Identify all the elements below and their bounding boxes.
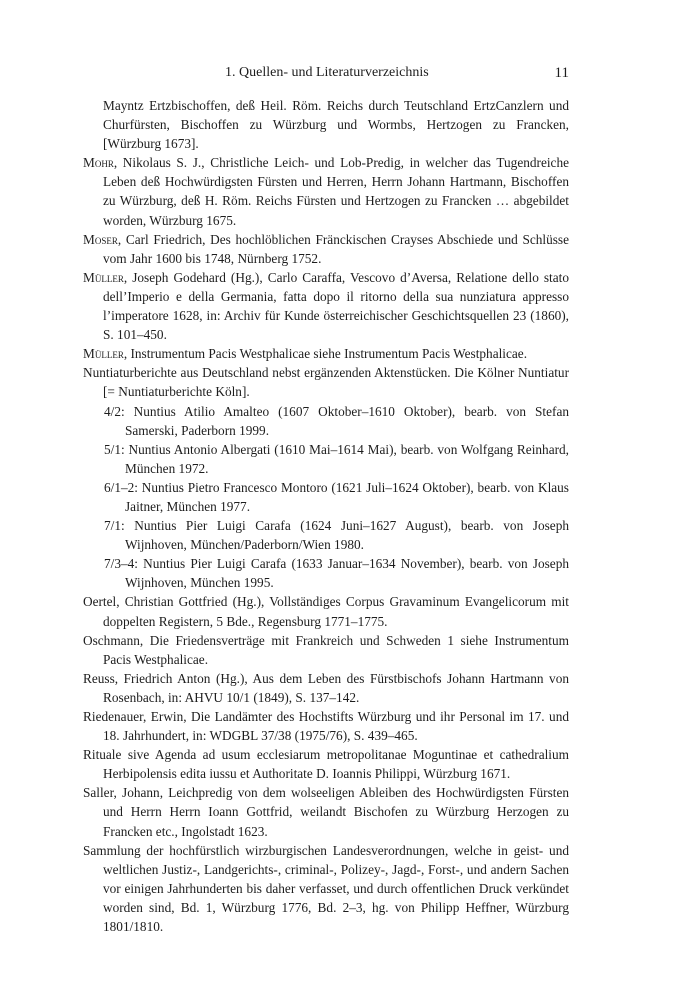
bibliography-entry: Müller, Joseph Godehard (Hg.), Carlo Caraffa, Vescovo d’Aversa, Relatione dello stato dell’Imperio e della Germania, fatta dopo il ritorno della sua nunziatura appresso l’imperatore 1628, in: Archiv für Kunde österreichischer Geschichtsquellen 23 (1860), S. 101–450. — [83, 269, 569, 343]
bibliography-entry: Moser, Carl Friedrich, Des hochlöblichen Fränckischen Crayses Abschiede und Schlüsse vom Jahr 1600 bis 1748, Nürnberg 1752. — [83, 231, 569, 266]
bibliography-entry: Müller, Instrumentum Pacis Westphalicae siehe Instrumentum Pacis Westphalicae. — [83, 346, 528, 362]
page-number: 11 — [554, 65, 569, 81]
bibliography-entry: Oschmann, Die Friedensverträge mit Frankreich und Schweden 1 siehe Instrumentum Pacis Westphalicae. — [83, 632, 569, 667]
nuntiatur-volume-entry: 7/3–4: Nuntius Pier Luigi Carafa (1633 Januar–1634 November), bearb. von Joseph Wijnhoven, München 1995. — [104, 556, 569, 591]
nuntiatur-volume-entry: 7/1: Nuntius Pier Luigi Carafa (1624 Juni–1627 August), bearb. von Joseph Wijnhoven, München/Paderborn/Wien 1980. — [104, 518, 569, 553]
author-name: Müller — [83, 269, 124, 285]
bibliography-list — [83, 96, 569, 936]
bibliography-entry: Mohr, Nikolaus S. J., Christliche Leich- und Lob-Predig, in welcher das Tugendreiche Leben deß Hochwürdigsten Fürsten und Herren, Herrn Johann Hartmann, Bischoffen zu Würzburg, deß H. Röm. Reichs Fürsten und Hertzogen zu Francken … abgebildet worden, Würzburg 1675. — [83, 155, 569, 228]
author-name: Moser — [83, 231, 118, 247]
bibliography-entry: Reuss, Friedrich Anton (Hg.), Aus dem Leben des Fürstbischofs Johann Hartmann von Rosenbach, in: AHVU 10/1 (1849), S. 137–142. — [83, 670, 569, 705]
author-name: Müller — [83, 346, 124, 362]
bibliography-entry: Rituale sive Agenda ad usum ecclesiarum metropolitanae Moguntinae et cathedralium Herbipolensis edita iussu et Authoritate D. Ioannis Philippi, Würzburg 1671. — [83, 747, 569, 782]
nuntiatur-volume-entry: 4/2: Nuntius Atilio Amalteo (1607 Oktober–1610 Oktober), bearb. von Stefan Samerski, Paderborn 1999. — [104, 403, 569, 438]
nuntiatur-volume-entry: 6/1–2: Nuntius Pietro Francesco Montoro (1621 Juli–1624 Oktober), bearb. von Klaus Jaitner, München 1977. — [104, 479, 569, 514]
author-name: Mohr — [83, 155, 114, 171]
bibliography-entry: Riedenauer, Erwin, Die Landämter des Hochstifts Würzburg und ihr Personal im 17. und 18. Jahrhundert, in: WDGBL 37/38 (1975/76), S. 439–465. — [83, 709, 569, 744]
bibliography-entry: Oertel, Christian Gottfried (Hg.), Vollständiges Corpus Gravaminum Evangelicorum mit doppelten Registern, 5 Bde., Regensburg 1771–1775. — [83, 594, 569, 629]
bibliography-entry: Mayntz Ertzbischoffen, deß Heil. Röm. Reichs durch Teutschland ErtzCanzlern und Churfürsten, Bischoffen zu Würzburg und Wormbs, Hertzogen zu Francken, [Würzburg 1673]. — [103, 98, 569, 152]
bibliography-entry: Sammlung der hochfürstlich wirzburgischen Landesverordnungen, welche in geist- und weltlichen Justiz-, Landgerichts-, criminal-, Polizey-, Jagd-, Forst-, und andern Sachen vor einigen Jahrhunderten bis daher verfasset, und durch offentlichen Druck verkündet worden sind, Bd. 1, Würzburg 1776, Bd. 2–3, hg. von Philipp Heffner, Würzburg 1801/1810. — [83, 842, 569, 935]
bibliography-entry: Saller, Johann, Leichpredig von dem wolseeligen Ableiben des Hochwürdigsten Fürsten und Herrn Herrn Ioann Gottfrid, weilandt Bischofen zu Würzburg Herzogen zu Francken etc., Ingolstadt 1623. — [83, 785, 569, 839]
nuntiatur-volume-entry: 5/1: Nuntius Antonio Albergati (1610 Mai–1614 Mai), bearb. von Wolfgang Reinhard, München 1972. — [104, 441, 569, 476]
page-header — [0, 63, 700, 83]
bibliography-entry: Nuntiaturberichte aus Deutschland nebst ergänzenden Aktenstücken. Die Kölner Nuntiatur [= Nuntiaturberichte Köln]. — [83, 365, 569, 400]
running-title: 1. Quellen- und Literaturverzeichnis — [225, 65, 429, 80]
